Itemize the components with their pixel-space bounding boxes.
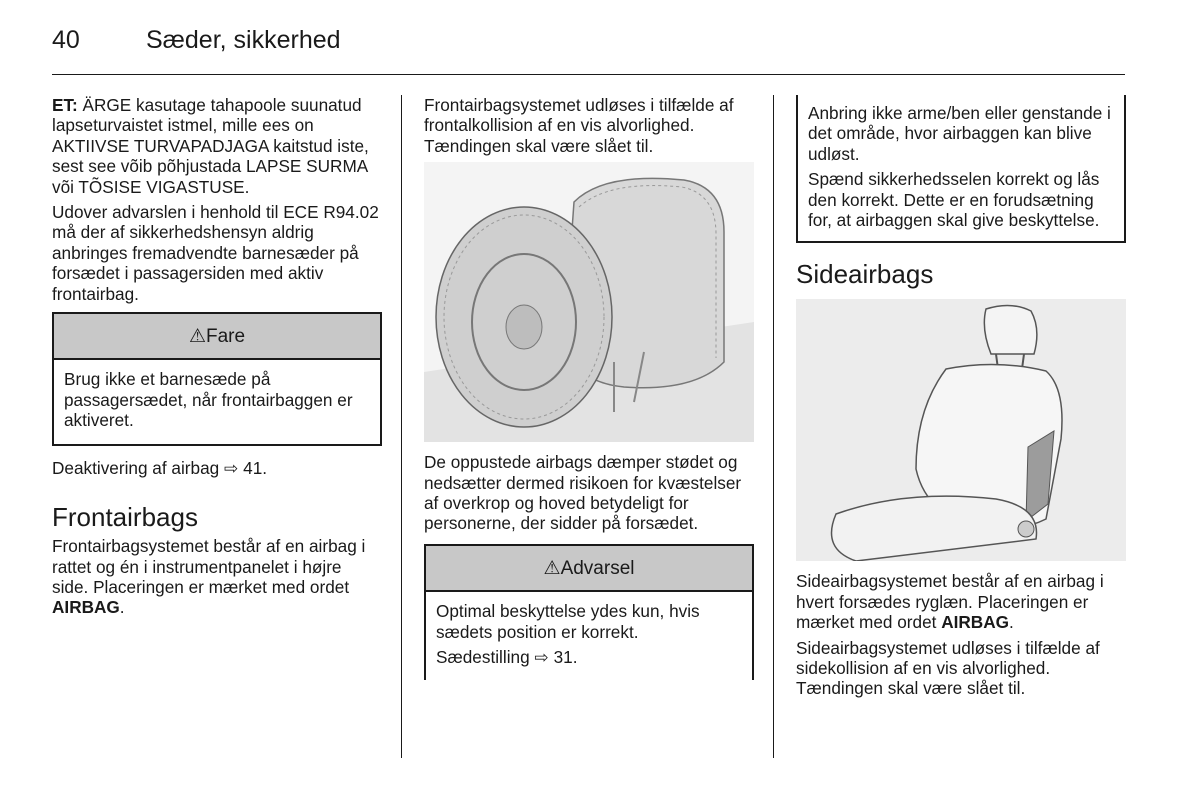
front-airbag-drawing	[424, 162, 754, 442]
caution-continuation-text-2: Spænd sikkerhedsselen korrekt og lås den korrekt. Dette er en forudsætning for, at airbaggen skal give beskyttelse.	[808, 169, 1100, 231]
sideairbags-end: .	[1008, 612, 1014, 633]
sideairbags-text: Sideairbagsystemet består af en airbag i hvert forsædes ryglæn. Placeringen er mærket med ordet	[796, 571, 1104, 633]
column-1	[52, 95, 382, 623]
deactivation-page: 41.	[243, 457, 268, 478]
danger-box-header	[54, 314, 380, 360]
warning-triangle-icon: ⚠	[543, 557, 561, 579]
frontairbags-heading: Frontairbags	[52, 502, 198, 533]
column-divider-1	[401, 95, 402, 758]
sideairbags-paragraph-1	[796, 571, 1126, 632]
danger-box-text: Brug ikke et barnesæde på passagersædet, når frontairbaggen er aktiveret.	[64, 369, 353, 431]
page-number: 40	[52, 26, 80, 54]
deactivation-reference[interactable]	[52, 458, 382, 478]
seat-position-reference[interactable]	[436, 647, 742, 667]
caution-box	[424, 544, 754, 681]
front-airbag-illustration	[424, 162, 754, 442]
header-rule	[52, 74, 1125, 75]
dampening-paragraph: De oppustede airbags dæmper stødet og nedsætter dermed risikoen for kvæstelser af overkrop og hoved betydeligt for personerne, der sidder på forsædet.	[424, 452, 742, 534]
frontairbags-end: .	[119, 597, 125, 618]
estonian-warning-paragraph	[52, 95, 382, 197]
ece-paragraph: Udover advarslen i henhold til ECE R94.02 må der af sikkerhedshensyn aldrig anbringes fremadvendte barnesæder på forsædet i passagersiden med aktiv frontairbag.	[52, 202, 379, 304]
deployment-paragraph: Frontairbagsystemet udløses i tilfælde af frontalkollision af en vis alvorlighed. Tændingen skal være slået til.	[424, 95, 734, 156]
frontairbags-text: Frontairbagsystemet består af en airbag i rattet og én i instrumentpanelet i højre side. Placeringen er mærket med ordet	[52, 536, 366, 597]
caution-box-body	[426, 592, 752, 680]
seat-position-label: Sædestilling	[436, 647, 530, 668]
danger-box	[52, 312, 382, 446]
warning-triangle-icon: ⚠	[188, 326, 206, 348]
column-3	[796, 95, 1126, 704]
reference-arrow-icon: ⇨	[223, 457, 239, 478]
frontairbags-paragraph	[52, 536, 382, 618]
sideairbags-heading: Sideairbags	[796, 259, 934, 290]
column-divider-2	[773, 95, 774, 758]
sideairbags-paragraph-2: Sideairbagsystemet udløses i tilfælde af sidekollision af en vis alvorlighed. Tændingen skal være slået til.	[796, 637, 1100, 699]
airbag-label: AIRBAG	[52, 597, 120, 618]
side-airbag-label: AIRBAG	[941, 612, 1009, 633]
section-title: Sæder, sikkerhed	[146, 26, 341, 54]
reference-arrow-icon: ⇨	[534, 647, 549, 668]
caution-box-text: Optimal beskyttelse ydes kun, hvis sædets position er korrekt.	[436, 601, 700, 642]
seat-position-page: 31.	[553, 647, 578, 668]
side-airbag-drawing	[796, 299, 1126, 561]
deactivation-label: Deaktivering af airbag	[52, 457, 220, 478]
side-airbag-illustration	[796, 299, 1126, 561]
column-2	[424, 95, 754, 692]
estonian-warning-lead: ET:	[52, 95, 78, 115]
caution-continuation-text-1: Anbring ikke arme/ben eller genstande i det område, hvor airbaggen kan blive udløst.	[808, 103, 1111, 164]
danger-box-body	[54, 360, 380, 443]
caution-continuation-box	[796, 95, 1126, 243]
caution-box-title: Advarsel	[560, 557, 635, 579]
caution-box-header	[426, 546, 752, 592]
danger-box-title: Fare	[205, 326, 246, 348]
estonian-warning-text: ÄRGE kasutage tahapoole suunatud lapseturvaistet istmel, mille ees on AKTIIVSE TURVAPADJAGA kaitstud iste, sest see võib põhjustada LAPSE SURMA või TÕSISE VIGASTUSE.	[52, 95, 369, 197]
